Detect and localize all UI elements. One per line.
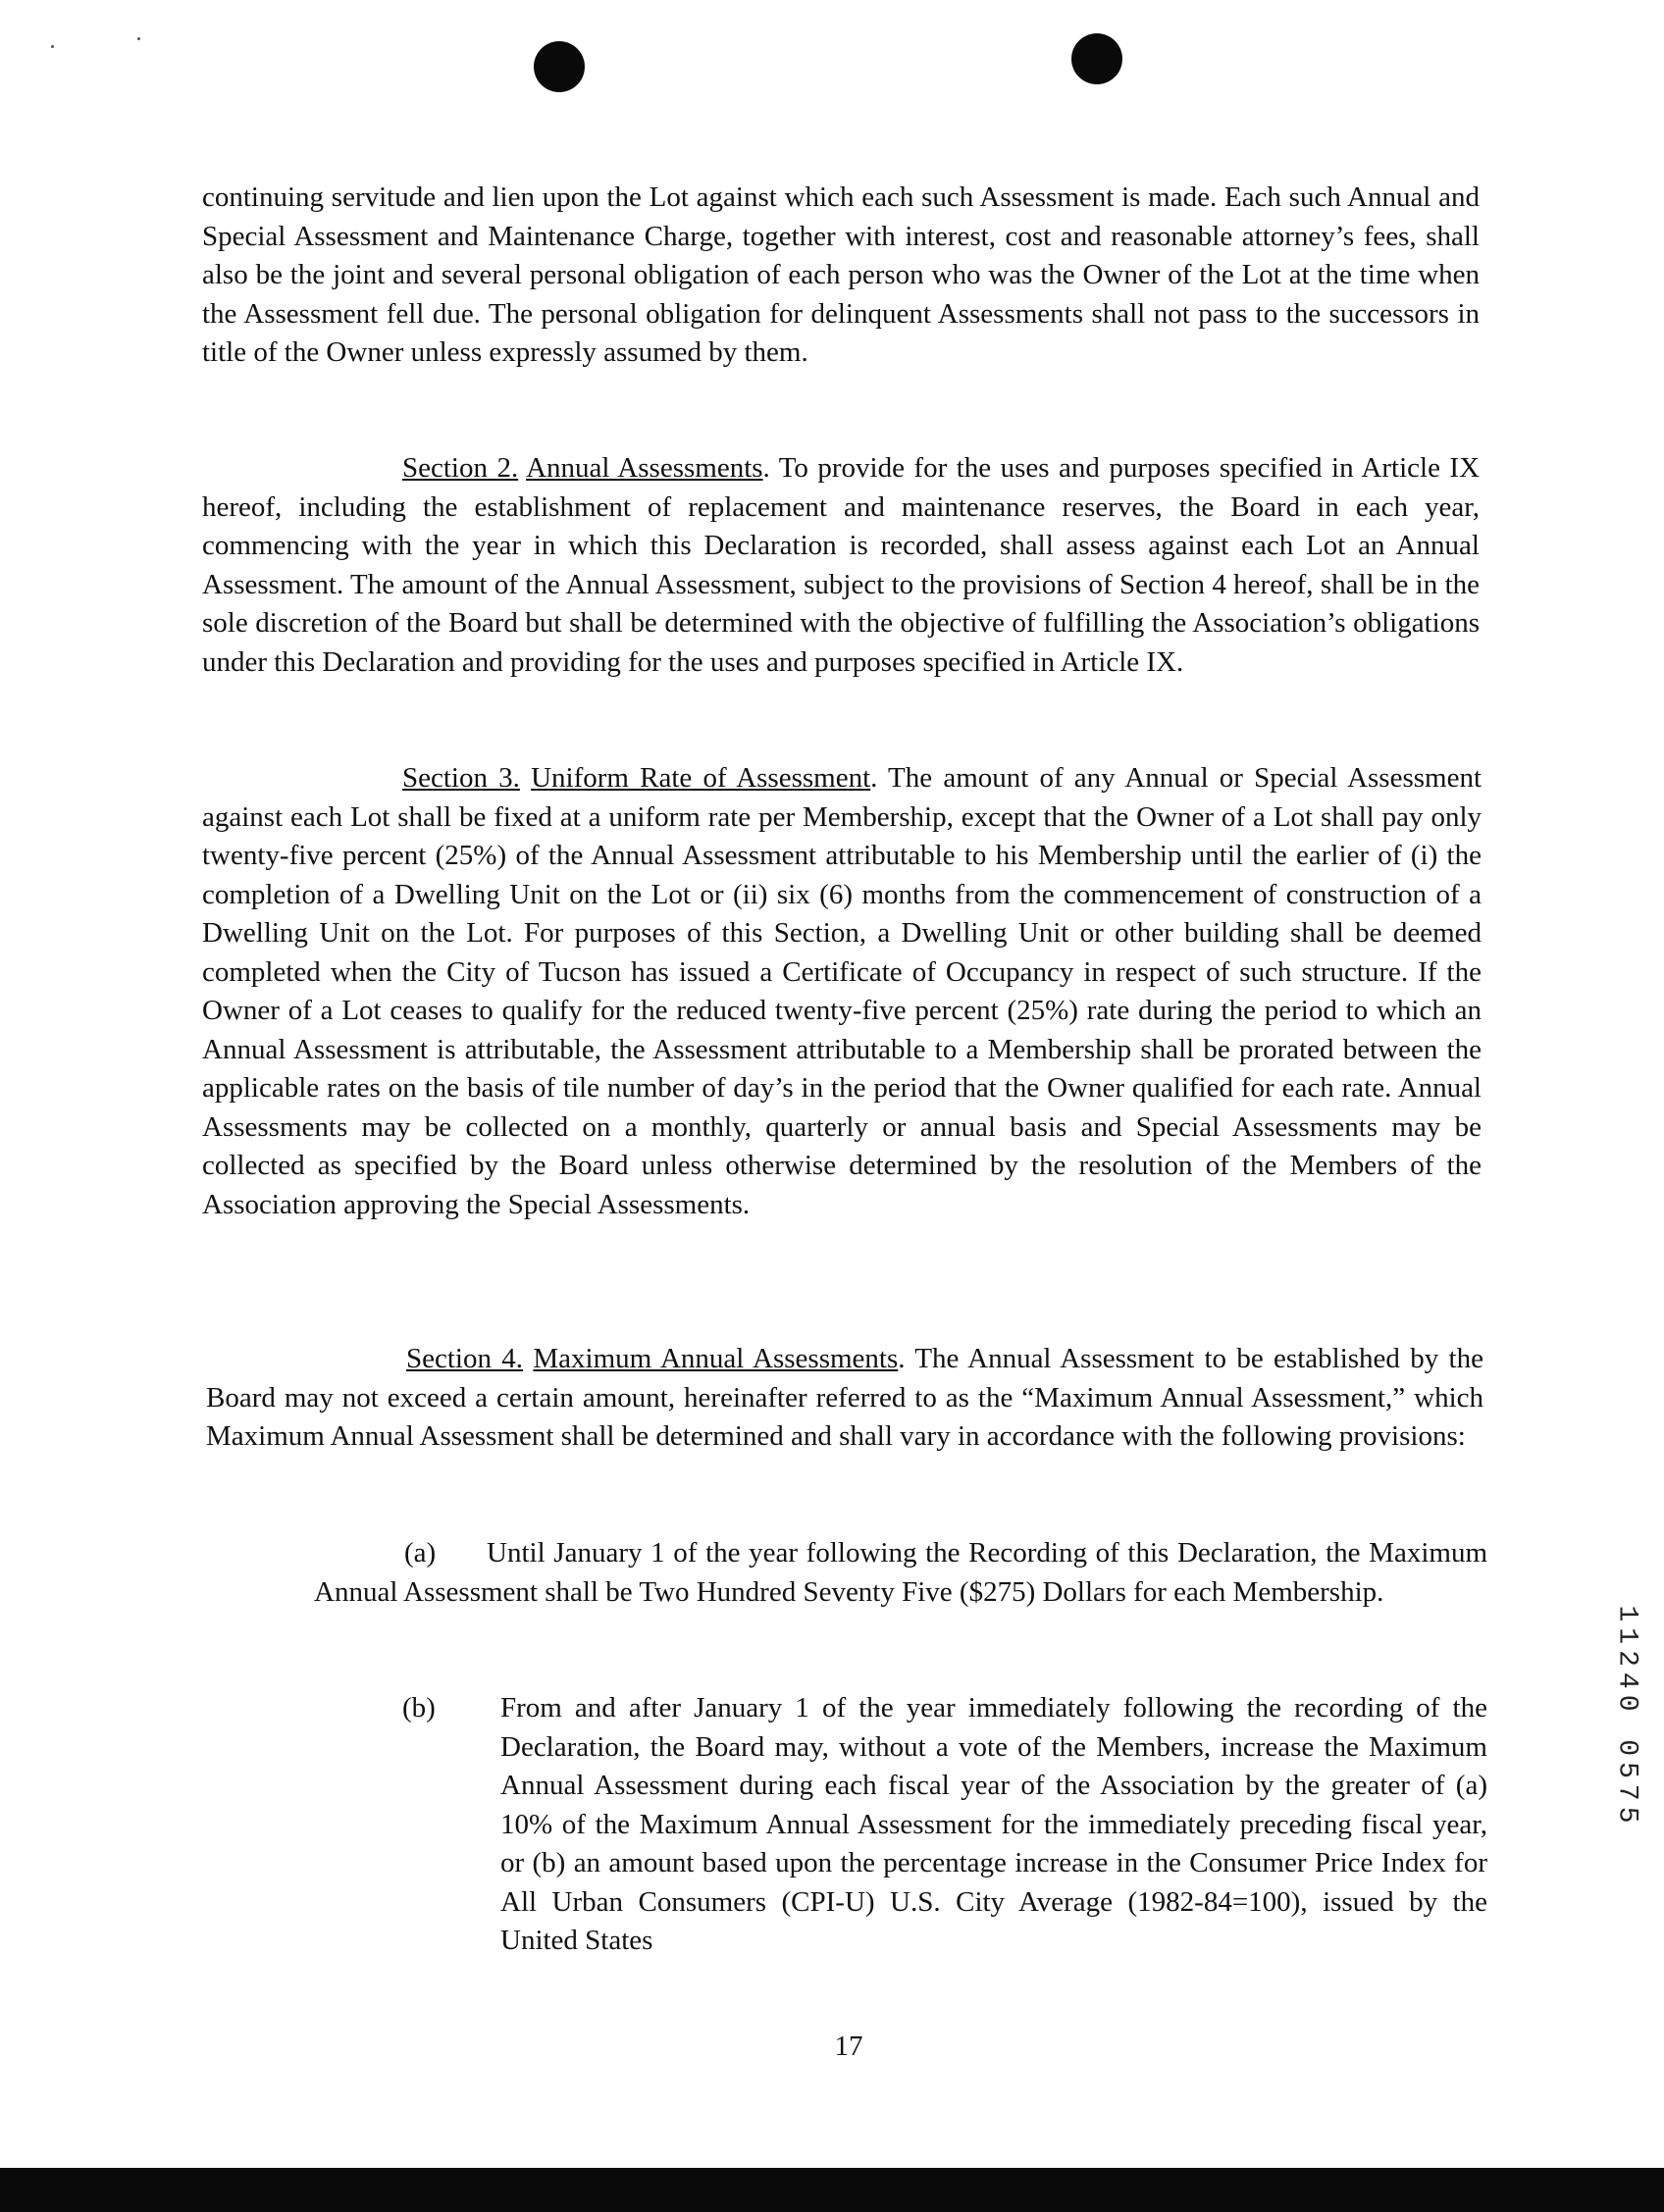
item-a-label: (a): [404, 1537, 437, 1569]
section-2-paragraph: [202, 449, 1480, 682]
paragraph-continuation: continuing servitude and lien upon the Lot against which each such Assessment is made. Each such Annual and Special Assessment and Maintenance Charge, together with interest, cost and reasonable attorney’s fees, shall also be the joint and several personal obligation of each person who was the Owner of the Lot at the time when the Assessment fell due. The personal obligation for delinquent Assessments shall not pass to the successors in title of the Owner unless expressly assumed by them.: [202, 181, 1480, 368]
item-a-paragraph: [314, 1534, 1487, 1612]
section-3-number: Section 3.: [402, 762, 520, 794]
item-b-label: (b): [402, 1692, 436, 1723]
item-b-text: From and after January 1 of the year immediately following the recording of the Declaration, the Board may, without a vote of the Members, increase the Maximum Annual Assessment during each fiscal year of the Association by the greater of (a) 10% of the Maximum Annual Assessment for the immediately preceding fiscal year, or (b) an amount based upon the percentage increase in the Consumer Price Index for All Urban Consumers (CPI-U) U.S. City Average (1982-84=100), issued by the United States: [500, 1692, 1487, 1956]
section-3-paragraph: [202, 759, 1482, 1224]
section-4-paragraph: [206, 1340, 1483, 1457]
margin-recording-stamp: [1609, 1550, 1644, 1883]
section-4-text: . The Annual Assessment to be established by the Board may not exceed a certain amount, hereinafter referred to as the “Maximum Annual Assessment,” which Maximum Annual Assessment shall be determined and shall vary in accordance with the following provisions:: [206, 1343, 1483, 1452]
section-4-title: Maximum Annual Assessments: [533, 1343, 899, 1374]
section-2-number: Section 2.: [402, 452, 519, 484]
punch-hole-right: [1071, 33, 1122, 84]
recording-stamp-text: 11240 0575: [1611, 1604, 1642, 1829]
page-number: 17: [834, 2031, 863, 2062]
item-a-text: Until January 1 of the year following the Recording of this Declaration, the Maximum Annual Assessment shall be Two Hundred Seventy Five ($275) Dollars for each Membership.: [314, 1537, 1488, 1608]
punch-hole-left: [534, 41, 585, 92]
section-2-text: . To provide for the uses and purposes specified in Article IX hereof, including the establishment of replacement and maintenance reserves, the Board in each year, commencing with the year in which this Declaration is recorded, shall assess against each Lot an Annual Assessment. The amount of the Annual Assessment, subject to the provisions of Section 4 hereof, shall be in the sole discretion of the Board but shall be determined with the objective of fulfilling the Association’s obligations under this Declaration and providing for the uses and purposes specified in Article IX.: [202, 452, 1481, 678]
section-2-title: Annual Assessments: [526, 452, 763, 484]
scan-border-bottom: [0, 2168, 1664, 2212]
section-4-number: Section 4.: [406, 1343, 524, 1374]
section-3-text: . The amount of any Annual or Special Assessment against each Lot shall be fixed at a uniform rate per Membership, except that the Owner of a Lot shall pay only twenty-five percent (25%) of the Annual Assessment attributable to his Membership until the earlier of (i) the completion of a Dwelling Unit on the Lot or (ii) six (6) months from the commencement of construction of a Dwelling Unit on the Lot. For purposes of this Section, a Dwelling Unit or other building shall be deemed completed when the City of Tucson has issued a Certificate of Occupancy in respect of such structure. If the Owner of a Lot ceases to qualify for the reduced twenty-five percent (25%) rate during the period to which an Annual Assessment is attributable, the Assessment attributable to a Membership shall be prorated between the applicable rates on the basis of tile number of day’s in the period that the Owner qualified for each rate. Annual Assessments may be collected on a monthly, quarterly or annual basis and Special Assessments may be collected as specified by the Board unless otherwise determined by the resolution of the Members of the Association approving the Special Assessments.: [202, 762, 1482, 1220]
section-3-title: Uniform Rate of Assessment: [531, 762, 871, 794]
scan-speck: [137, 37, 140, 40]
scan-speck: [51, 45, 54, 48]
